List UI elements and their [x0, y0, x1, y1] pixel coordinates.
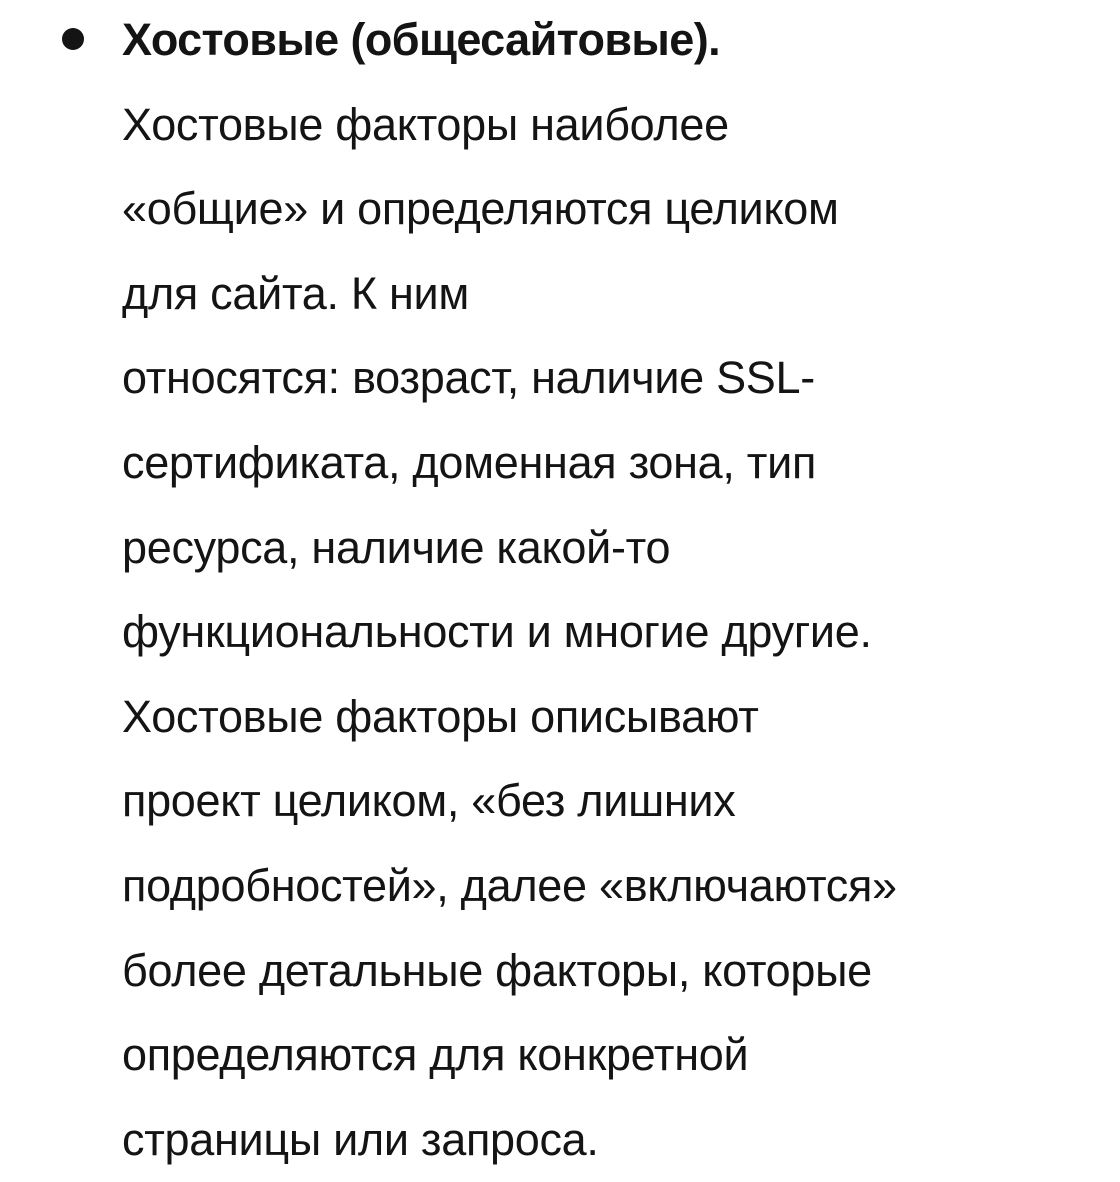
text-line: для сайта. К ним [122, 267, 470, 319]
text-line: подробностей», далее «включаются» [122, 859, 897, 911]
text-line: «общие» и определяются целиком [122, 183, 839, 235]
text-line: сертификата, доменная зона, тип [122, 436, 817, 488]
text-line: относятся: возраст, наличие SSL- [122, 352, 815, 404]
bullet-icon [62, 28, 84, 50]
text-line: страницы или запроса. [122, 1113, 599, 1165]
text-line: Хостовые факторы описывают [122, 690, 759, 742]
text-line: ресурса, наличие какой-то [122, 521, 671, 573]
text-line: функциональности и многие другие. [122, 606, 872, 658]
text-line: определяются для конкретной [122, 1029, 749, 1081]
text-line: проект целиком, «без лишних [122, 775, 736, 827]
item-heading: Хостовые (общесайтовые). [122, 14, 720, 65]
text-line: Хостовые факторы наиболее [122, 98, 729, 150]
text-line: более детальные факторы, которые [122, 944, 872, 996]
list-item-text [122, 0, 1112, 1182]
